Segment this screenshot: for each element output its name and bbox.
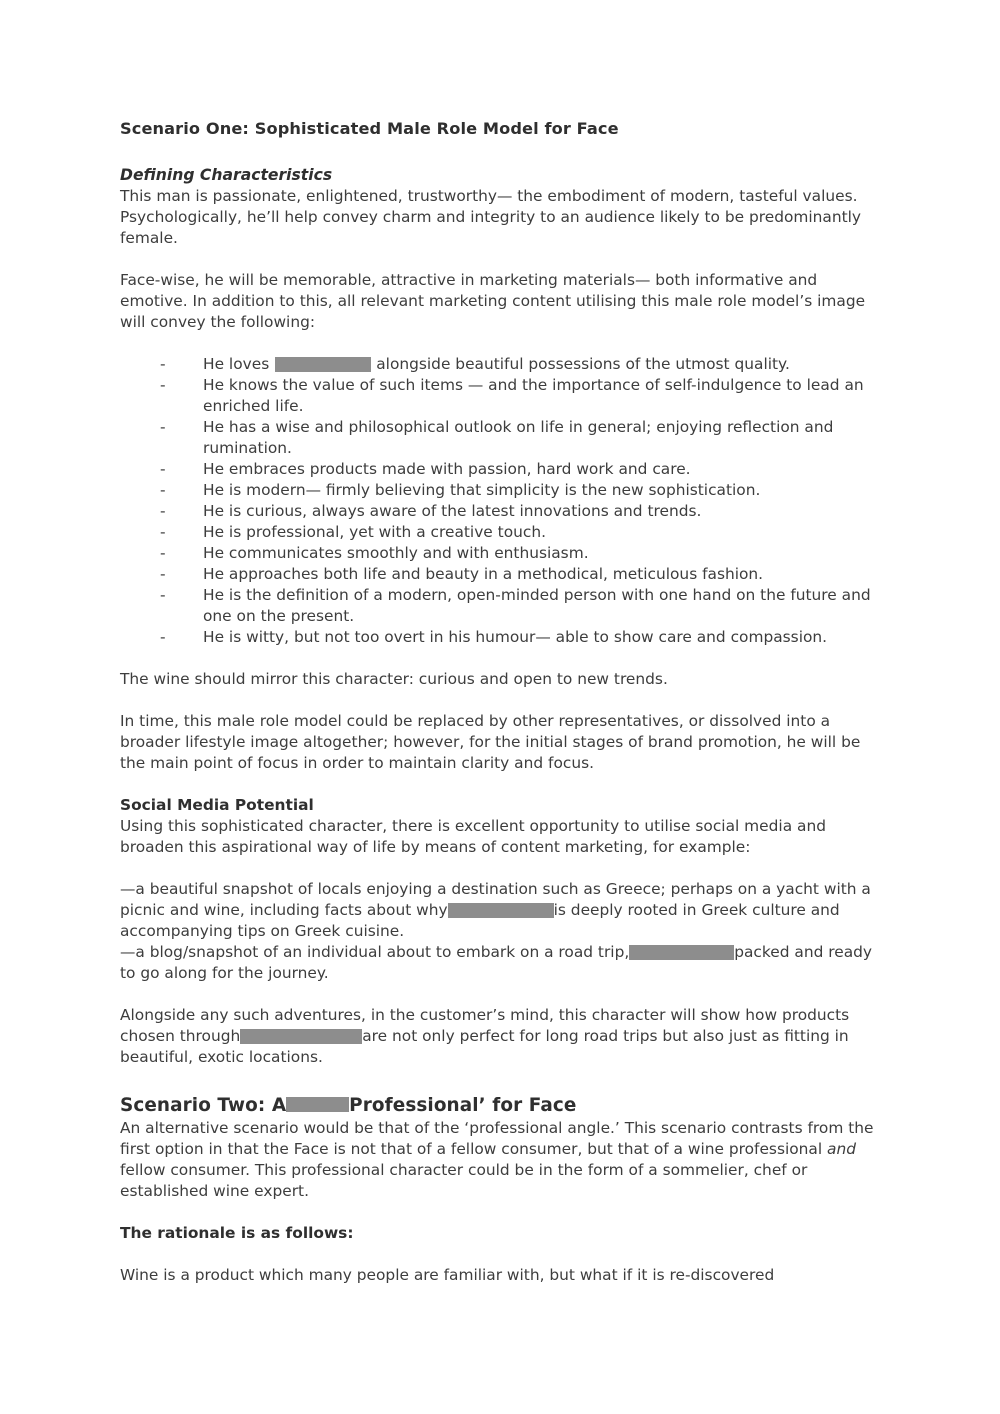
list-item-text: He is professional, yet with a creative touch. xyxy=(203,523,546,541)
list-item-text: He is curious, always aware of the latest innovations and trends. xyxy=(203,502,702,520)
scenario-two-heading-after: Professional’ for Face xyxy=(349,1095,577,1116)
list-item-text: He has a wise and philosophical outlook on life in general; enjoying reflection and rumination. xyxy=(203,418,834,457)
intro-paragraph: This man is passionate, enlightened, trustworthy— the embodiment of modern, tasteful values. Psychologically, he’ll help convey charm and integrity to an audience likely to be predominantly female. xyxy=(120,187,862,247)
example-two-text-before: —a blog/snapshot of an individual about to embark on a road trip, xyxy=(120,943,630,961)
social-media-example-two xyxy=(120,942,882,984)
list-item xyxy=(160,564,882,585)
bullet-dash-icon: - xyxy=(160,481,166,499)
list-item xyxy=(160,417,882,459)
redaction-bar-products xyxy=(240,1029,362,1044)
spacer xyxy=(120,333,882,354)
list-item xyxy=(160,480,882,501)
bullet-dash-icon: - xyxy=(160,355,166,373)
scenario-one-heading: Scenario One: Sophisticated Male Role Model for Face xyxy=(120,119,619,138)
bullet-dash-icon: - xyxy=(160,460,166,478)
scenario-two-heading-before: Scenario Two: A xyxy=(120,1095,287,1116)
bullet-dash-icon: - xyxy=(160,376,166,394)
alongside-text-before: Alongside any such adventures, in the customer’s mind, this character will show how products chosen through xyxy=(120,1006,850,1045)
list-item xyxy=(160,459,882,480)
in-time-paragraph: In time, this male role model could be replaced by other representatives, or dissolved into a broader lifestyle image altogether; however, for the initial stages of brand promotion, he will be the main point of focus in order to maintain clarity and focus. xyxy=(120,712,861,772)
social-media-potential-heading: Social Media Potential xyxy=(120,796,314,814)
alongside-adventures-paragraph xyxy=(120,1005,882,1068)
characteristics-list xyxy=(120,354,882,648)
list-item-text: He knows the value of such items — and the importance of self-indulgence to lead an enriched life. xyxy=(203,376,864,415)
list-item xyxy=(160,585,882,627)
bullet-dash-icon: - xyxy=(160,565,166,583)
bullet-dash-icon: - xyxy=(160,418,166,436)
spacer xyxy=(120,249,882,270)
scenario-two-paragraph xyxy=(120,1118,882,1202)
redaction-bar-greek xyxy=(448,903,554,918)
bullet-dash-icon: - xyxy=(160,544,166,562)
list-item xyxy=(160,501,882,522)
document-body xyxy=(120,118,882,1286)
spacer xyxy=(120,984,882,1005)
spacer xyxy=(120,1244,882,1265)
rationale-heading: The rationale is as follows: xyxy=(120,1224,354,1242)
redaction-bar-wine xyxy=(286,1097,349,1112)
wine-mirror-paragraph: The wine should mirror this character: curious and open to new trends. xyxy=(120,670,668,688)
example-one-text-before: —a beautiful snapshot of locals enjoying a destination such as Greece; perhaps on a yacht with a picnic and wine, including facts about why xyxy=(120,880,871,919)
spacer xyxy=(120,690,882,711)
list-item xyxy=(160,522,882,543)
scenario-two-heading xyxy=(120,1094,882,1118)
list-item-text: He approaches both life and beauty in a methodical, meticulous fashion. xyxy=(203,565,764,583)
spacer xyxy=(120,139,882,165)
list-item-text-after: alongside beautiful possessions of the utmost quality. xyxy=(376,355,790,373)
list-item xyxy=(160,375,882,417)
list-item xyxy=(160,543,882,564)
scenario-two-text-b: fellow consumer. This professional character could be in the form of a sommelier, chef or established wine expert. xyxy=(120,1161,808,1200)
bullet-dash-icon: - xyxy=(160,628,166,646)
closing-paragraph: Wine is a product which many people are familiar with, but what if it is re-discovered xyxy=(120,1266,775,1284)
redaction-bar-he-loves xyxy=(275,357,371,372)
list-item-text: He communicates smoothly and with enthusiasm. xyxy=(203,544,589,562)
bullet-dash-icon: - xyxy=(160,586,166,604)
list-item-text: He embraces products made with passion, hard work and care. xyxy=(203,460,691,478)
list-item-text: He is witty, but not too overt in his humour— able to show care and compassion. xyxy=(203,628,828,646)
scenario-two-text-a: An alternative scenario would be that of the ‘professional angle.’ This scenario contrasts from the first option in that the Face is not that of a fellow consumer, but that of a wine professional xyxy=(120,1119,874,1158)
list-item xyxy=(160,354,882,375)
social-media-example-one xyxy=(120,879,882,942)
social-media-intro-paragraph: Using this sophisticated character, there is excellent opportunity to utilise social media and broaden this aspirational way of life by means of content marketing, for example: xyxy=(120,817,826,856)
list-item-text: He loves xyxy=(203,355,270,373)
example-one-text-after: is deeply rooted in Greek culture and accompanying tips on Greek cuisine. xyxy=(120,901,840,940)
spacer xyxy=(120,648,882,669)
spacer xyxy=(120,1068,882,1094)
alongside-text-after: are not only perfect for long road trips but also just as fitting in beautiful, exotic locations. xyxy=(120,1027,849,1066)
bullet-dash-icon: - xyxy=(160,502,166,520)
example-two-text-after: packed and ready to go along for the journey. xyxy=(120,943,873,982)
spacer xyxy=(120,774,882,795)
bullet-dash-icon: - xyxy=(160,523,166,541)
list-item-text: He is the definition of a modern, open-minded person with one hand on the future and one on the present. xyxy=(203,586,871,625)
face-wise-paragraph: Face-wise, he will be memorable, attractive in marketing materials— both informative and emotive. In addition to this, all relevant marketing content utilising this male role model’s image will convey the following: xyxy=(120,271,866,331)
spacer xyxy=(120,1202,882,1223)
defining-characteristics-heading: Defining Characteristics xyxy=(120,166,333,184)
redaction-bar-road-trip xyxy=(629,945,734,960)
list-item-text: He is modern— firmly believing that simplicity is the new sophistication. xyxy=(203,481,761,499)
spacer xyxy=(120,858,882,879)
list-item xyxy=(160,627,882,648)
scenario-two-emphasis: and xyxy=(827,1140,856,1158)
